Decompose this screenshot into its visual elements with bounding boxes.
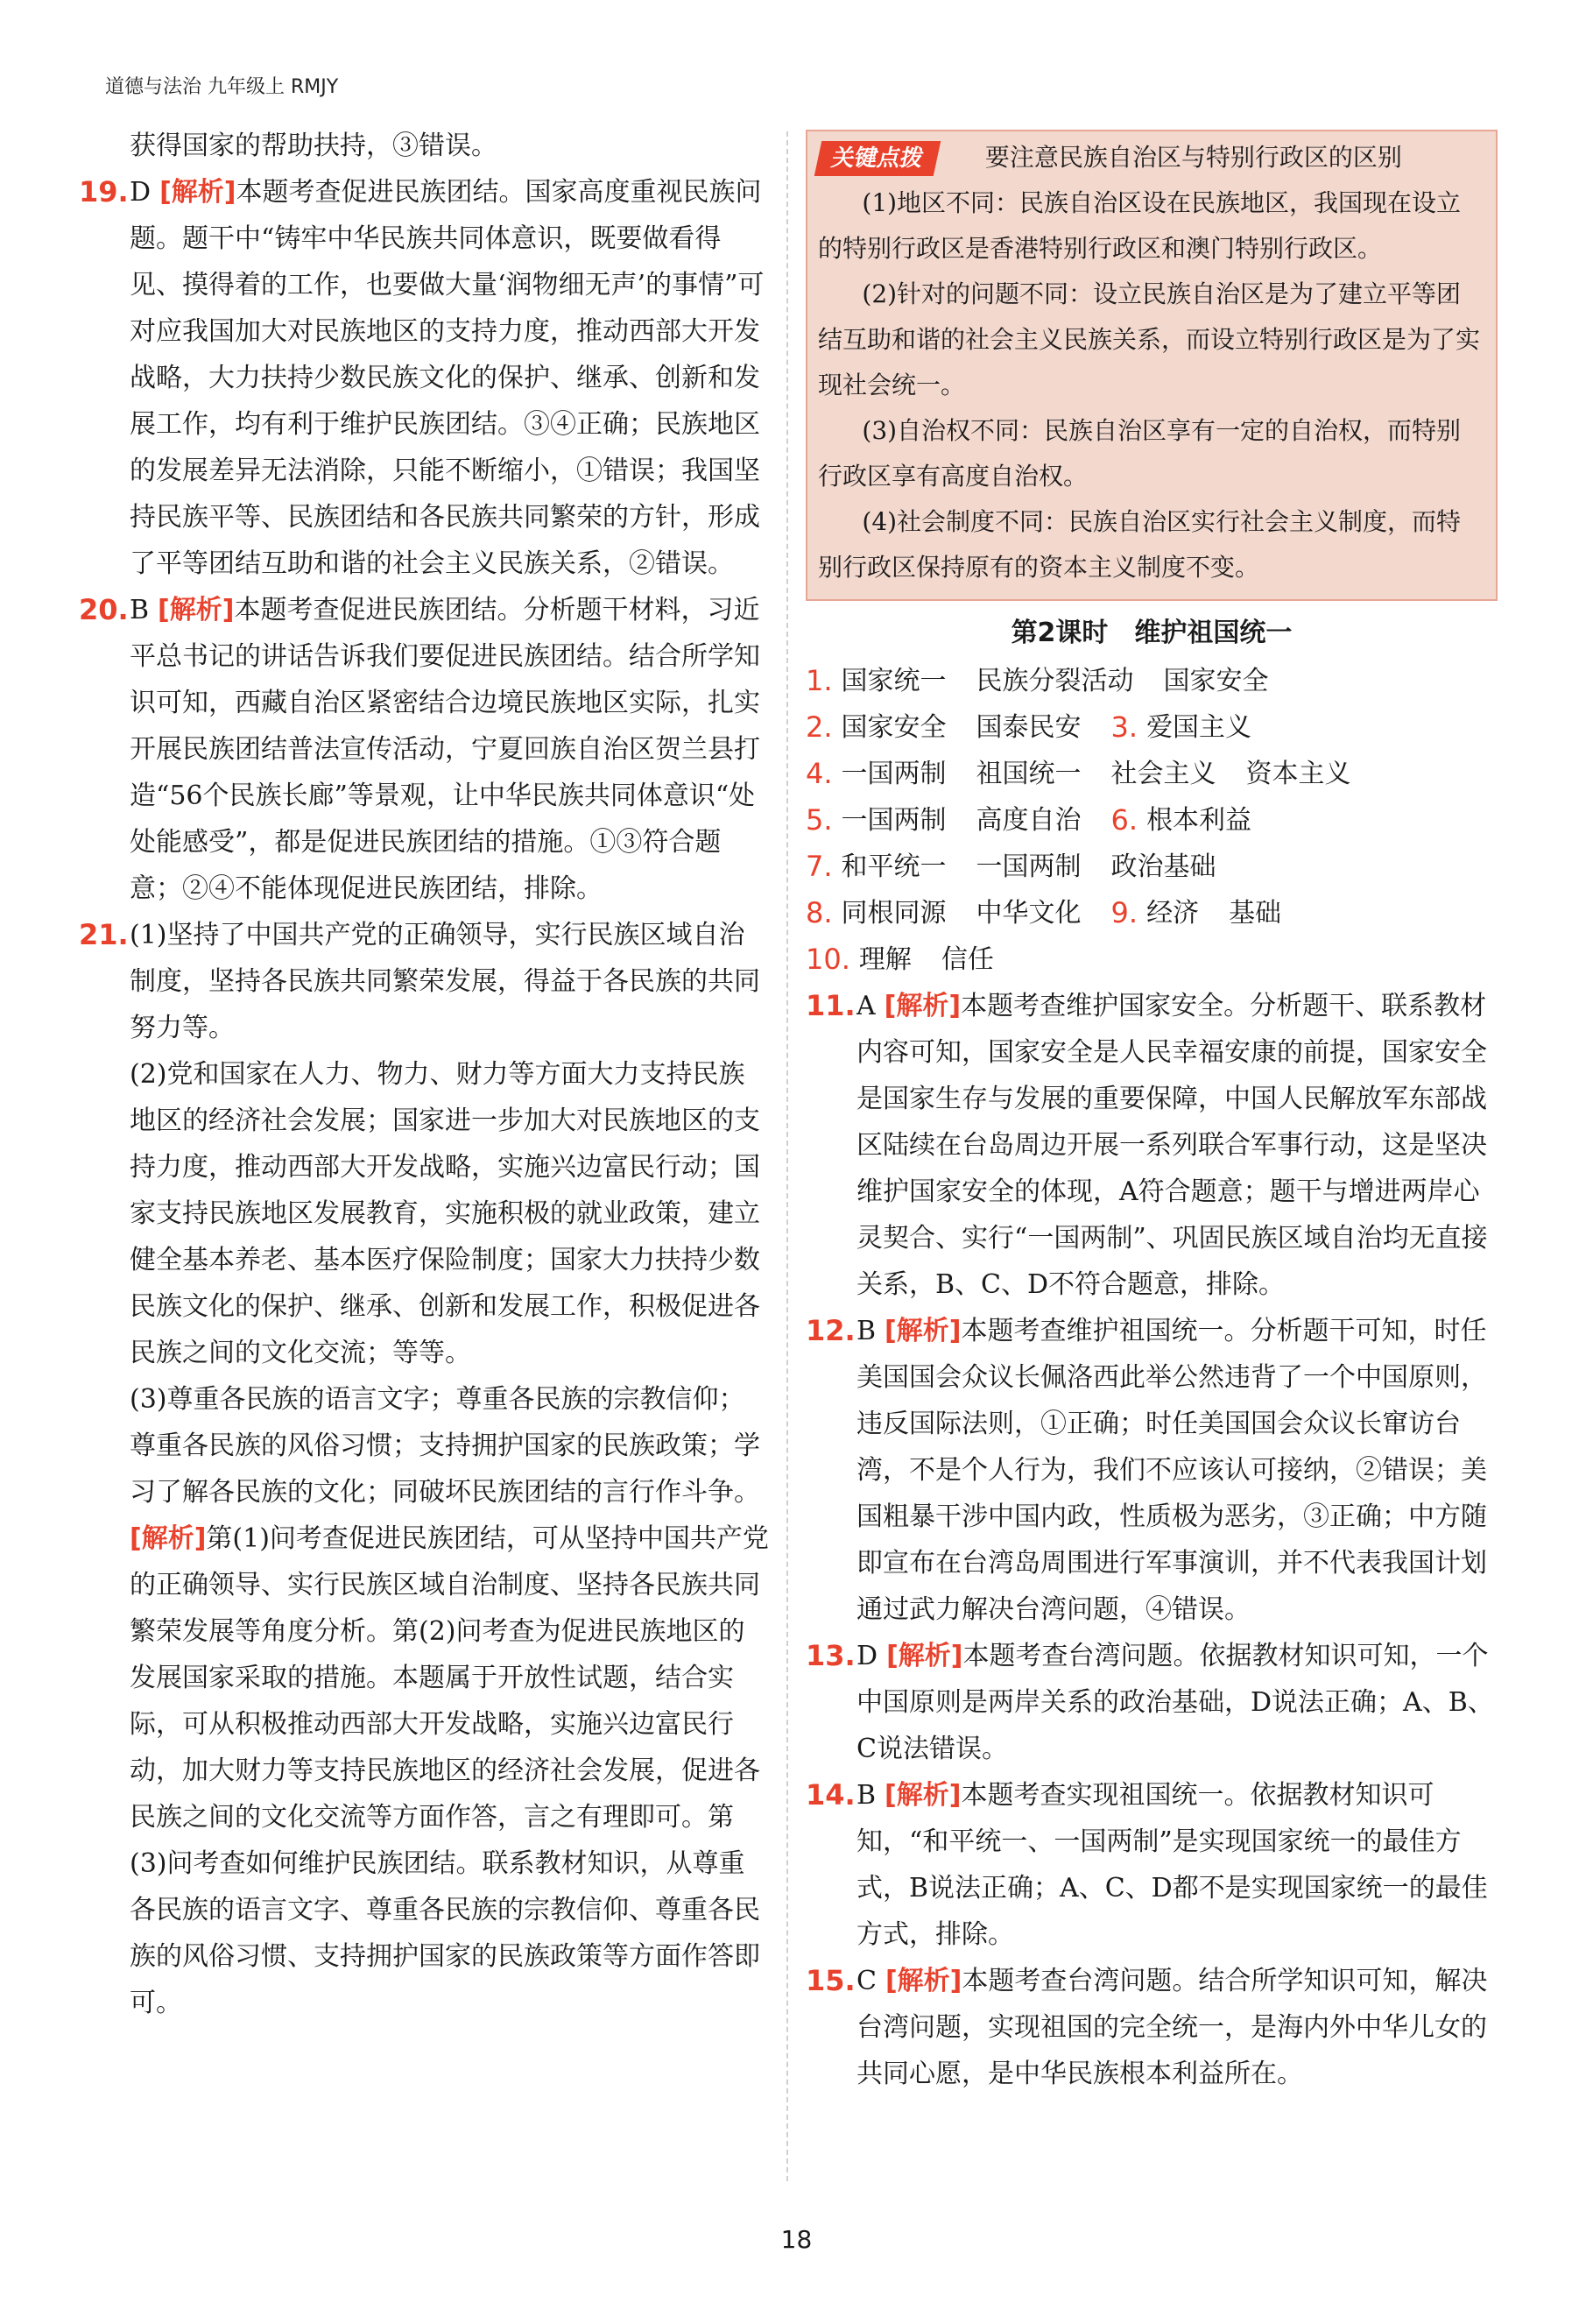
answer-letter: C (856, 1966, 877, 1996)
analysis-text: 本题考查维护国家安全。分析题干、联系教材内容可知，国家安全是人民幸福安康的前提，国家安全是国家生存与发展的重要保障，中国人民解放军东部战区陆续在台岛周边开展一系列联合军事行动，这是坚决维护国家安全的体现，A符合题意；题干与增进两岸心灵契合、实行“一国两制”、巩固民族区域自治均无直接关系，B、C、D不符合题意，排除。 (856, 991, 1488, 1300)
key-point-4: (4)社会制度不同：民族自治区实行社会主义制度，而特别行政区保持原有的资本主义制度不变。 (818, 507, 1462, 582)
question-21 (79, 912, 771, 2026)
question-11 (806, 983, 1498, 1308)
answer-part-2: (2)党和国家在人力、物力、财力等方面大力支持民族地区的经济社会发展；国家进一步加大对民族地区的支持力度，推动西部大开发战略，实施兴边富民行动；国家支持民族地区发展教育，实施积极的就业政策，建立健全基本养老、基本医疗保险制度；国家大力扶持少数民族文化的保护、继承、创新和发展工作，积极促进各民族之间的文化交流；等等。 (130, 1059, 760, 1368)
key-point-title: 要注意民族自治区与特别行政区的区别 (984, 143, 1402, 172)
fill-answer: 理解 (858, 944, 912, 975)
analysis-text: 第(1)问考查促进民族团结，可从坚持中国共产党的正确领导、实行民族区域自治制度、坚持各民族共同繁荣发展等角度分析。第(2)问考查为促进民族地区的发展国家采取的措施。本题属于开放性试题，结合实际，可从积极推动西部大开发战略，实施兴边富民行动，加大财力等支持民族地区的经济社会发展，促进各民族之间的文化交流等方面作答，言之有理即可。第(3)问考查如何维护民族团结。联系教材知识，从尊重各民族的语言文字、尊重各民族的宗教信仰、尊重各民族的风俗习惯、支持拥护国家的民族政策等方面作答即可。 (130, 1523, 769, 2018)
fill-answer: 祖国统一 (976, 759, 1082, 789)
fill-answer: 同根同源 (841, 898, 947, 929)
question-number: 10. (806, 943, 850, 976)
analysis-text: 本题考查台湾问题。依据教材知识可知，一个中国原则是两岸关系的政治基础，D说法正确；A、B、C说法错误。 (856, 1641, 1494, 1764)
question-number: 6. (1110, 803, 1138, 837)
answer-letter: B (856, 1780, 877, 1811)
answer-part-1: (1)坚持了中国共产党的正确领导，实行民族区域自治制度，坚持各民族共同繁荣发展，得益于各民族的共同努力等。 (130, 920, 760, 1043)
question-number: 5. (806, 803, 833, 837)
fill-answer: 民族分裂活动 (976, 666, 1134, 696)
fill-answer: 和平统一 (841, 851, 947, 882)
analysis-tag: [解析] (884, 991, 962, 1021)
fill-row-4 (806, 797, 1498, 844)
question-number: 2. (806, 710, 833, 744)
analysis-tag: [解析] (885, 1780, 962, 1811)
fill-answer: 一国两制 (841, 759, 947, 789)
question-number: 4. (806, 757, 833, 790)
page-header: 道德与法治 九年级上 RMJY (105, 76, 339, 98)
fill-answer: 信任 (941, 944, 994, 975)
question-19 (79, 169, 771, 587)
page-number: 18 (780, 2225, 813, 2254)
fill-answer: 资本主义 (1245, 759, 1351, 789)
fill-answer: 一国两制 (841, 805, 947, 836)
question-number: 7. (806, 850, 833, 883)
analysis-tag: [解析] (158, 595, 235, 625)
fill-answer: 国家安全 (1163, 666, 1269, 696)
analysis-tag: [解析] (885, 1966, 962, 1996)
answer-letter: D (130, 177, 152, 208)
lead-text: 获得国家的帮助扶持，③错误。 (130, 131, 497, 161)
key-point-header (818, 135, 1485, 180)
fill-row-6 (806, 890, 1498, 936)
answer-part-3: (3)尊重各民族的语言文字；尊重各民族的宗教信仰；尊重各民族的风俗习惯；支持拥护国家的民族政策；学习了解各民族的文化；同破坏民族团结的言行作斗争。 (130, 1384, 760, 1508)
analysis-text: 本题考查促进民族团结。国家高度重视民族问题。题干中“铸牢中华民族共同体意识，既要做看得见、摸得着的工作，也要做大量‘润物细无声’的事情”可对应我国加大对民族地区的支持力度，推动西部大开发战略，大力扶持少数民族文化的保护、继承、创新和发展工作，均有利于维护民族团结。③④正确；民族地区的发展差异无法消除，只能不断缩小，①错误；我国坚持民族平等、民族团结和各民族共同繁荣的方针，形成了平等团结互助和谐的社会主义民族关系，②错误。 (130, 177, 765, 579)
key-point-box (806, 130, 1498, 601)
question-14 (806, 1772, 1498, 1958)
question-20 (79, 587, 771, 912)
fill-answer: 中华文化 (976, 898, 1082, 929)
fill-answer: 社会主义 (1110, 759, 1216, 789)
fill-answer: 一国两制 (976, 851, 1082, 882)
question-number: 12. (806, 1314, 856, 1347)
question-number: 19. (79, 175, 129, 208)
fill-answer: 经济 (1146, 898, 1200, 929)
analysis-tag: [解析] (159, 177, 236, 208)
fill-row-2 (806, 704, 1498, 751)
analysis-text: 本题考查台湾问题。结合所学知识可知，解决台湾问题，实现祖国的完全统一，是海内外中华儿女的共同心愿，是中华民族根本利益所在。 (856, 1966, 1488, 2089)
answer-letter: D (856, 1641, 878, 1671)
fill-answer: 基础 (1229, 898, 1282, 929)
question-number: 1. (806, 664, 833, 697)
question-12 (806, 1308, 1498, 1633)
question-number: 8. (806, 896, 833, 929)
fill-answer: 国家统一 (841, 666, 947, 696)
analysis-text: 本题考查促进民族团结。分析题干材料，习近平总书记的讲话告诉我们要促进民族团结。结合所学知识可知，西藏自治区紧密结合边境民族地区实际，扎实开展民族团结普法宣传活动，宁夏回族自治区贺兰县打造“56个民族长廊”等景观，让中华民族共同体意识“处处能感受”，都是促进民族团结的措施。①③符合题意；②④不能体现促进民族团结，排除。 (130, 595, 760, 904)
answer-letter: B (130, 595, 150, 625)
fill-row-1 (806, 658, 1498, 704)
key-point-3: (3)自治权不同：民族自治区享有一定的自治权，而特别行政区享有高度自治权。 (818, 416, 1462, 491)
fill-answer: 国泰民安 (976, 712, 1082, 743)
answer-letter: A (856, 991, 876, 1021)
column-divider (786, 131, 788, 2181)
analysis-tag: [解析] (130, 1523, 207, 1554)
question-number: 13. (806, 1639, 856, 1672)
analysis-text: 本题考查实现祖国统一。依据教材知识可知，“和平统一、一国两制”是实现国家统一的最佳方式，B说法正确；A、C、D都不是实现国家统一的最佳方式，排除。 (856, 1780, 1488, 1950)
right-column (806, 123, 1498, 2097)
fill-answer: 高度自治 (976, 805, 1082, 836)
analysis-tag: [解析] (885, 1316, 962, 1346)
fill-answer: 国家安全 (841, 712, 947, 743)
question-number: 21. (79, 918, 129, 951)
fill-answer: 根本利益 (1146, 805, 1252, 836)
left-column (79, 123, 771, 2026)
fill-row-7 (806, 936, 1498, 983)
fill-row-3 (806, 751, 1498, 797)
question-15 (806, 1958, 1498, 2097)
question-number: 15. (806, 1964, 856, 1997)
question-number: 9. (1110, 896, 1138, 929)
key-point-2: (2)针对的问题不同：设立民族自治区是为了建立平等团结互助和谐的社会主义民族关系，而设立特别行政区是为了实现社会统一。 (818, 279, 1481, 399)
key-point-1: (1)地区不同：民族自治区设在民族地区，我国现在设立的特别行政区是香港特别行政区和澳门特别行政区。 (818, 188, 1462, 263)
analysis-block (130, 1515, 771, 2026)
analysis-text: 本题考查维护祖国统一。分析题干可知，时任美国国会众议长佩洛西此举公然违背了一个中国原则，违反国际法则，①正确；时任美国国会众议长窜访台湾，不是个人行为，我们不应该认可接纳，②错误；美国粗暴干涉中国内政，性质极为恶劣，③正确；中方随即宣布在台湾岛周围进行军事演训，并不代表我国计划通过武力解决台湾问题，④错误。 (856, 1316, 1487, 1625)
question-13 (806, 1633, 1498, 1772)
fill-answer: 政治基础 (1110, 851, 1216, 882)
fill-answer: 爱国主义 (1146, 712, 1252, 743)
analysis-tag: [解析] (886, 1641, 963, 1671)
fill-row-5 (806, 844, 1498, 890)
question-number: 20. (79, 593, 129, 626)
question-number: 14. (806, 1778, 856, 1812)
lesson-title: 第2课时 维护祖国统一 (1011, 618, 1293, 648)
answer-letter: B (856, 1316, 877, 1346)
question-number: 3. (1110, 710, 1138, 744)
question-number: 11. (806, 989, 856, 1022)
key-point-badge: 关键点拨 (814, 141, 941, 176)
